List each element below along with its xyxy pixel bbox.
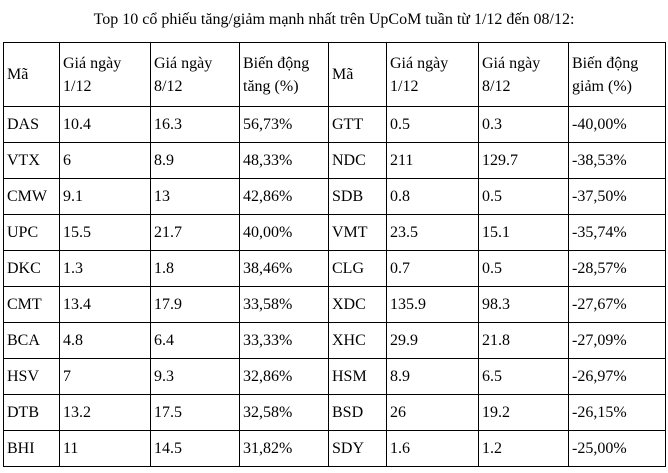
cell-price-end-down: 0.5 bbox=[479, 179, 569, 215]
cell-price-start-down: 23.5 bbox=[387, 215, 479, 251]
cell-change-up: 38,46% bbox=[240, 251, 329, 287]
cell-price-start-up: 10.4 bbox=[60, 107, 151, 143]
cell-price-end-up: 1.8 bbox=[151, 251, 240, 287]
cell-code-up: UPC bbox=[4, 215, 60, 251]
header-cell-price-start-up: Giá ngày 1/12 bbox=[60, 43, 151, 107]
cell-price-start-up: 4.8 bbox=[60, 323, 151, 359]
cell-price-start-up: 1.3 bbox=[60, 251, 151, 287]
cell-change-up: 56,73% bbox=[240, 107, 329, 143]
cell-price-start-down: 8.9 bbox=[387, 359, 479, 395]
cell-code-down: CLG bbox=[329, 251, 387, 287]
cell-change-up: 33,33% bbox=[240, 323, 329, 359]
cell-code-up: BHI bbox=[4, 431, 60, 467]
page-title: Top 10 cổ phiếu tăng/giảm mạnh nhất trên UpCoM tuần từ 1/12 đến 08/12: bbox=[93, 11, 575, 28]
cell-price-start-up: 13.4 bbox=[60, 287, 151, 323]
stock-table bbox=[3, 42, 666, 467]
cell-change-down: -38,53% bbox=[569, 143, 666, 179]
table-row bbox=[4, 359, 666, 395]
cell-price-start-down: 0.5 bbox=[387, 107, 479, 143]
cell-change-down: -35,74% bbox=[569, 215, 666, 251]
cell-price-end-down: 15.1 bbox=[479, 215, 569, 251]
cell-price-end-up: 13 bbox=[151, 179, 240, 215]
cell-price-end-down: 1.2 bbox=[479, 431, 569, 467]
cell-price-start-up: 15.5 bbox=[60, 215, 151, 251]
cell-price-end-up: 14.5 bbox=[151, 431, 240, 467]
cell-code-down: HSM bbox=[329, 359, 387, 395]
cell-price-start-down: 0.8 bbox=[387, 179, 479, 215]
cell-price-start-down: 29.9 bbox=[387, 323, 479, 359]
cell-price-start-down: 26 bbox=[387, 395, 479, 431]
cell-change-down: -27,09% bbox=[569, 323, 666, 359]
cell-price-end-down: 0.5 bbox=[479, 251, 569, 287]
cell-price-start-down: 0.7 bbox=[387, 251, 479, 287]
cell-code-down: NDC bbox=[329, 143, 387, 179]
cell-price-end-down: 21.8 bbox=[479, 323, 569, 359]
cell-code-up: DAS bbox=[4, 107, 60, 143]
table-header-row bbox=[4, 43, 666, 107]
cell-code-up: DTB bbox=[4, 395, 60, 431]
cell-change-up: 32,58% bbox=[240, 395, 329, 431]
cell-code-up: CMT bbox=[4, 287, 60, 323]
header-cell-change-up: Biến động tăng (%) bbox=[240, 43, 329, 107]
cell-price-end-down: 6.5 bbox=[479, 359, 569, 395]
cell-price-end-up: 8.9 bbox=[151, 143, 240, 179]
cell-change-down: -26,15% bbox=[569, 395, 666, 431]
header-cell-code-up: Mã bbox=[4, 43, 60, 107]
cell-change-down: -27,67% bbox=[569, 287, 666, 323]
cell-change-up: 40,00% bbox=[240, 215, 329, 251]
cell-change-up: 31,82% bbox=[240, 431, 329, 467]
table-row bbox=[4, 215, 666, 251]
cell-change-down: -37,50% bbox=[569, 179, 666, 215]
cell-price-end-down: 129.7 bbox=[479, 143, 569, 179]
cell-code-down: VMT bbox=[329, 215, 387, 251]
cell-code-down: XHC bbox=[329, 323, 387, 359]
cell-price-start-down: 135.9 bbox=[387, 287, 479, 323]
cell-code-up: BCA bbox=[4, 323, 60, 359]
cell-change-down: -28,57% bbox=[569, 251, 666, 287]
cell-code-down: SDB bbox=[329, 179, 387, 215]
cell-code-up: HSV bbox=[4, 359, 60, 395]
cell-price-end-down: 98.3 bbox=[479, 287, 569, 323]
cell-price-end-up: 9.3 bbox=[151, 359, 240, 395]
header-cell-price-end-up: Giá ngày 8/12 bbox=[151, 43, 240, 107]
table-row bbox=[4, 323, 666, 359]
cell-price-start-up: 7 bbox=[60, 359, 151, 395]
cell-price-start-up: 11 bbox=[60, 431, 151, 467]
cell-change-up: 48,33% bbox=[240, 143, 329, 179]
cell-code-up: DKC bbox=[4, 251, 60, 287]
header-cell-price-end-down: Giá ngày 8/12 bbox=[479, 43, 569, 107]
cell-code-down: BSD bbox=[329, 395, 387, 431]
cell-price-start-down: 211 bbox=[387, 143, 479, 179]
cell-price-end-down: 19.2 bbox=[479, 395, 569, 431]
cell-price-start-up: 6 bbox=[60, 143, 151, 179]
table-row bbox=[4, 431, 666, 467]
cell-code-down: SDY bbox=[329, 431, 387, 467]
cell-price-end-up: 17.9 bbox=[151, 287, 240, 323]
cell-price-start-up: 13.2 bbox=[60, 395, 151, 431]
cell-change-up: 32,86% bbox=[240, 359, 329, 395]
cell-change-up: 42,86% bbox=[240, 179, 329, 215]
table-row bbox=[4, 287, 666, 323]
cell-price-start-down: 1.6 bbox=[387, 431, 479, 467]
cell-code-down: GTT bbox=[329, 107, 387, 143]
cell-change-down: -26,97% bbox=[569, 359, 666, 395]
table-row bbox=[4, 143, 666, 179]
cell-price-end-up: 17.5 bbox=[151, 395, 240, 431]
cell-code-down: XDC bbox=[329, 287, 387, 323]
header-cell-change-down: Biến động giảm (%) bbox=[569, 43, 666, 107]
table-row bbox=[4, 179, 666, 215]
table-row bbox=[4, 395, 666, 431]
cell-code-up: VTX bbox=[4, 143, 60, 179]
cell-change-up: 33,58% bbox=[240, 287, 329, 323]
cell-change-down: -25,00% bbox=[569, 431, 666, 467]
cell-code-up: CMW bbox=[4, 179, 60, 215]
cell-price-end-up: 16.3 bbox=[151, 107, 240, 143]
cell-change-down: -40,00% bbox=[569, 107, 666, 143]
header-cell-code-down: Mã bbox=[329, 43, 387, 107]
cell-price-end-down: 0.3 bbox=[479, 107, 569, 143]
cell-price-end-up: 21.7 bbox=[151, 215, 240, 251]
table-row bbox=[4, 107, 666, 143]
table-row bbox=[4, 251, 666, 287]
cell-price-end-up: 6.4 bbox=[151, 323, 240, 359]
cell-price-start-up: 9.1 bbox=[60, 179, 151, 215]
header-cell-price-start-down: Giá ngày 1/12 bbox=[387, 43, 479, 107]
